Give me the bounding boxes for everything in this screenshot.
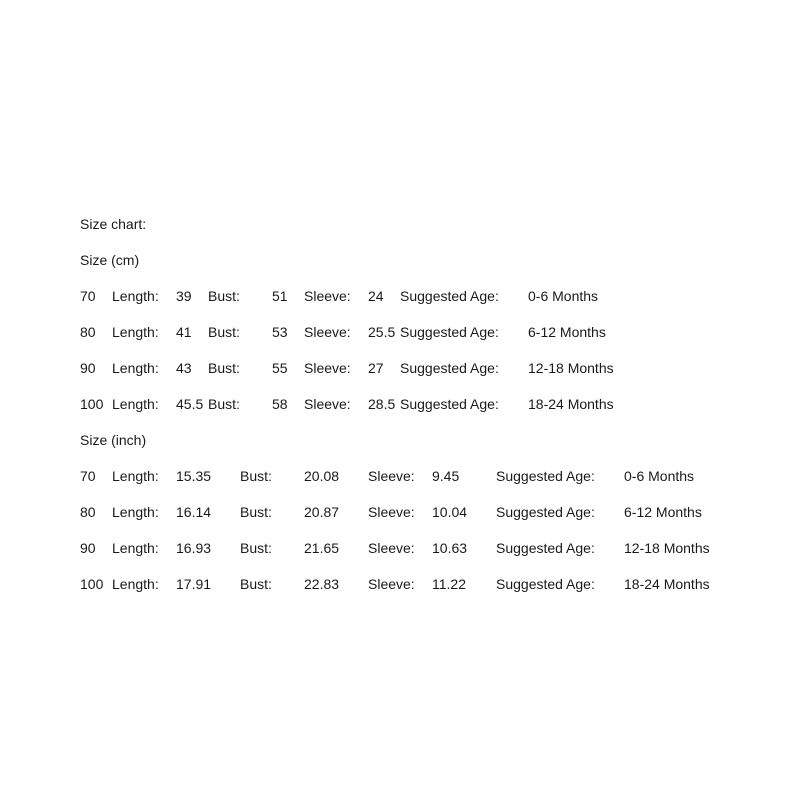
bust-label: Bust:	[240, 468, 272, 484]
age-label: Suggested Age:	[496, 468, 595, 484]
age-label: Suggested Age:	[400, 324, 499, 340]
length-value: 15.35	[176, 468, 212, 484]
sleeve-label: Sleeve:	[368, 576, 415, 592]
bust-label: Bust:	[208, 288, 240, 304]
size-value: 90	[80, 360, 96, 376]
length-label: Length:	[112, 540, 159, 556]
size-value: 80	[80, 504, 96, 520]
age-value: 18-24 Months	[624, 576, 710, 592]
size-value: 70	[80, 288, 96, 304]
table-row	[80, 288, 780, 324]
length-label: Length:	[112, 324, 159, 340]
cm-section-heading: Size (cm)	[80, 252, 140, 268]
age-label: Suggested Age:	[400, 360, 499, 376]
age-value: 18-24 Months	[528, 396, 614, 412]
table-row	[80, 360, 780, 396]
length-value: 17.91	[176, 576, 212, 592]
bust-value: 58	[272, 396, 288, 412]
bust-label: Bust:	[208, 360, 240, 376]
size-value: 70	[80, 468, 96, 484]
table-row	[80, 324, 780, 360]
length-value: 41	[176, 324, 192, 340]
bust-value: 53	[272, 324, 288, 340]
bust-label: Bust:	[240, 504, 272, 520]
bust-value: 20.08	[304, 468, 340, 484]
table-row	[80, 468, 780, 504]
size-value: 100	[80, 576, 104, 592]
bust-label: Bust:	[240, 576, 272, 592]
length-label: Length:	[112, 360, 159, 376]
bust-value: 20.87	[304, 504, 340, 520]
age-label: Suggested Age:	[496, 540, 595, 556]
bust-label: Bust:	[208, 324, 240, 340]
age-label: Suggested Age:	[400, 288, 499, 304]
bust-label: Bust:	[208, 396, 240, 412]
size-value: 90	[80, 540, 96, 556]
table-row	[80, 540, 780, 576]
sleeve-value: 24	[368, 288, 384, 304]
length-label: Length:	[112, 288, 159, 304]
age-value: 6-12 Months	[624, 504, 702, 520]
bust-value: 51	[272, 288, 288, 304]
sleeve-label: Sleeve:	[304, 288, 351, 304]
length-value: 43	[176, 360, 192, 376]
sleeve-label: Sleeve:	[304, 324, 351, 340]
sleeve-label: Sleeve:	[304, 396, 351, 412]
age-value: 12-18 Months	[624, 540, 710, 556]
length-label: Length:	[112, 396, 159, 412]
length-value: 39	[176, 288, 192, 304]
sleeve-value: 25.5	[368, 324, 396, 340]
length-value: 16.14	[176, 504, 212, 520]
age-value: 0-6 Months	[624, 468, 695, 484]
size-chart-title: Size chart:	[80, 216, 147, 232]
table-row	[80, 396, 780, 432]
sleeve-label: Sleeve:	[368, 504, 415, 520]
table-row	[80, 504, 780, 540]
sleeve-value: 27	[368, 360, 384, 376]
length-value: 45.5	[176, 396, 204, 412]
sleeve-label: Sleeve:	[304, 360, 351, 376]
age-value: 6-12 Months	[528, 324, 606, 340]
sleeve-label: Sleeve:	[368, 540, 415, 556]
bust-label: Bust:	[240, 540, 272, 556]
sleeve-value: 9.45	[432, 468, 460, 484]
size-value: 80	[80, 324, 96, 340]
table-row	[80, 576, 780, 612]
age-value: 12-18 Months	[528, 360, 614, 376]
sleeve-value: 11.22	[432, 576, 466, 592]
size-value: 100	[80, 396, 104, 412]
length-value: 16.93	[176, 540, 212, 556]
age-label: Suggested Age:	[496, 504, 595, 520]
length-label: Length:	[112, 576, 159, 592]
age-label: Suggested Age:	[400, 396, 499, 412]
sleeve-value: 10.63	[432, 540, 468, 556]
size-chart-document	[80, 216, 780, 612]
bust-value: 22.83	[304, 576, 340, 592]
age-label: Suggested Age:	[496, 576, 595, 592]
age-value: 0-6 Months	[528, 288, 599, 304]
bust-value: 55	[272, 360, 288, 376]
bust-value: 21.65	[304, 540, 340, 556]
sleeve-value: 28.5	[368, 396, 396, 412]
sleeve-value: 10.04	[432, 504, 468, 520]
sleeve-label: Sleeve:	[368, 468, 415, 484]
length-label: Length:	[112, 504, 159, 520]
length-label: Length:	[112, 468, 159, 484]
inch-section-heading: Size (inch)	[80, 432, 147, 448]
